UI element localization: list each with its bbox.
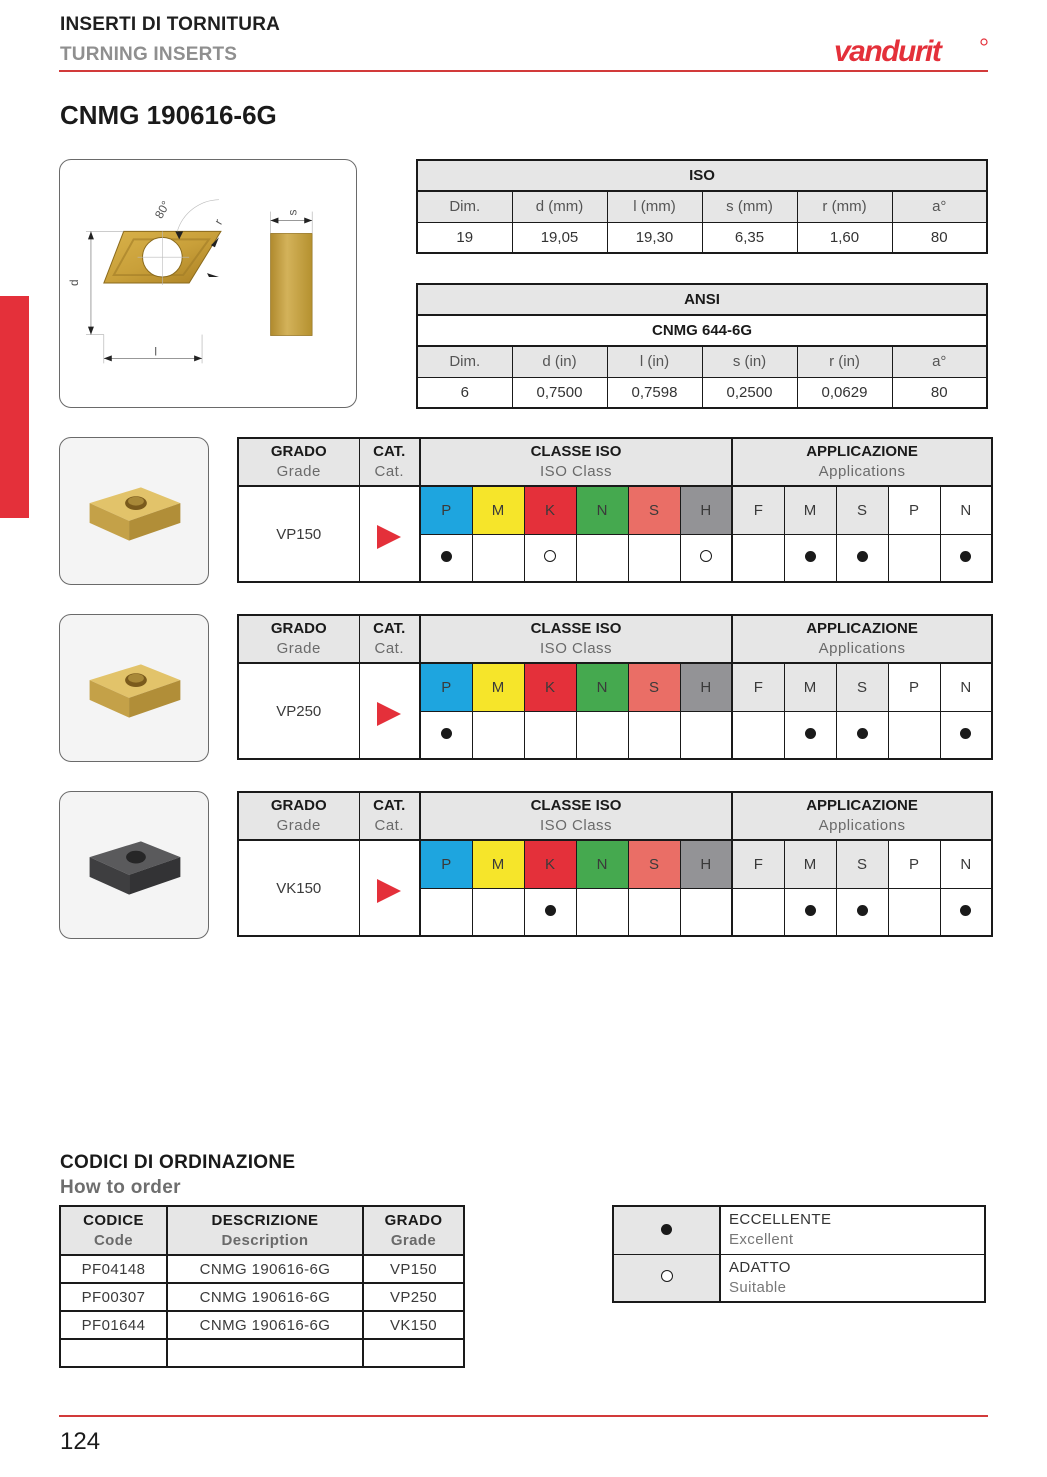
application-rating-f — [732, 711, 784, 759]
ordering-table — [59, 1205, 465, 1368]
footer-divider — [59, 1415, 988, 1417]
insert-side-view — [270, 233, 312, 335]
iso-class-h: H — [680, 663, 732, 711]
iso-rating-p — [420, 888, 472, 936]
order-grade — [363, 1339, 464, 1367]
application-n: N — [940, 486, 992, 534]
filled-dot-icon — [661, 1224, 672, 1235]
filled-dot-icon — [960, 905, 971, 916]
iso-rating-n — [576, 888, 628, 936]
iso-class-k: K — [524, 840, 576, 888]
application-p: P — [888, 840, 940, 888]
iso-class-k: K — [524, 486, 576, 534]
grade-table-vk150 — [237, 791, 993, 937]
iso-rating-n — [576, 534, 628, 582]
application-rating-p — [888, 534, 940, 582]
grade-name: VP150 — [238, 486, 359, 582]
grade-name: VP250 — [238, 663, 359, 759]
iso-rating-h — [680, 888, 732, 936]
iso-class-n: N — [576, 663, 628, 711]
filled-dot-icon — [857, 551, 868, 562]
application-rating-m — [784, 888, 836, 936]
ordering-title: CODICI DI ORDINAZIONE — [60, 1152, 296, 1173]
iso-class-n: N — [576, 486, 628, 534]
iso-rating-s — [628, 711, 680, 759]
iso-col-header: Dim. — [417, 191, 512, 222]
dimension-label-d: d — [67, 279, 82, 286]
ordering-col-header: DESCRIZIONE Description — [167, 1206, 363, 1255]
iso-col-header: a° — [892, 191, 987, 222]
iso-rating-m — [472, 534, 524, 582]
iso-value: 1,60 — [797, 222, 892, 253]
applications-header: APPLICAZIONE Applications — [732, 792, 992, 840]
iso-col-header: r (mm) — [797, 191, 892, 222]
application-rating-f — [732, 888, 784, 936]
iso-rating-m — [472, 711, 524, 759]
legend-symbol — [613, 1206, 720, 1254]
iso-rating-n — [576, 711, 628, 759]
ansi-value: 0,7500 — [512, 377, 607, 408]
section-side-tab — [0, 296, 29, 518]
ansi-dimensions-table — [416, 283, 988, 409]
legend-row-excellent — [613, 1206, 985, 1254]
category-cell — [359, 486, 420, 582]
ansi-col-header: s (in) — [702, 346, 797, 377]
filled-dot-icon — [805, 551, 816, 562]
iso-col-header: d (mm) — [512, 191, 607, 222]
iso-class-header: CLASSE ISO ISO Class — [420, 792, 732, 840]
application-rating-m — [784, 711, 836, 759]
filled-dot-icon — [960, 551, 971, 562]
legend-text: ADATTO Suitable — [720, 1254, 985, 1302]
insert-image-vp250 — [59, 614, 209, 762]
iso-rating-k — [524, 711, 576, 759]
insert-technical-drawing — [60, 160, 356, 407]
ansi-col-header: l (in) — [607, 346, 702, 377]
application-p: P — [888, 663, 940, 711]
ordering-col-header: GRADO Grade — [363, 1206, 464, 1255]
filled-dot-icon — [805, 728, 816, 739]
iso-class-s: S — [628, 486, 680, 534]
iso-class-m: M — [472, 663, 524, 711]
application-rating-s — [836, 888, 888, 936]
iso-class-h: H — [680, 486, 732, 534]
order-description — [167, 1339, 363, 1367]
section-title: INSERTI DI TORNITURA — [60, 14, 281, 35]
order-grade: VP250 — [363, 1283, 464, 1311]
ansi-col-header: a° — [892, 346, 987, 377]
iso-class-p: P — [420, 486, 472, 534]
dimension-label-s: s — [285, 209, 300, 216]
application-rating-f — [732, 534, 784, 582]
application-m: M — [784, 486, 836, 534]
filled-dot-icon — [545, 905, 556, 916]
angle-label: 80° — [151, 198, 173, 222]
dimension-label-l: l — [154, 344, 158, 359]
iso-class-s: S — [628, 663, 680, 711]
technical-drawing-panel — [59, 159, 357, 408]
header-divider — [59, 70, 988, 72]
application-rating-n — [940, 534, 992, 582]
category-cell — [359, 663, 420, 759]
order-grade: VK150 — [363, 1311, 464, 1339]
application-m: M — [784, 663, 836, 711]
grade-table-vp250 — [237, 614, 993, 760]
order-description: CNMG 190616-6G — [167, 1255, 363, 1283]
ansi-col-header: r (in) — [797, 346, 892, 377]
ordering-row — [60, 1311, 464, 1339]
order-grade: VP150 — [363, 1255, 464, 1283]
iso-class-m: M — [472, 840, 524, 888]
iso-rating-s — [628, 534, 680, 582]
application-rating-s — [836, 534, 888, 582]
iso-value: 19,05 — [512, 222, 607, 253]
iso-rating-p — [420, 711, 472, 759]
ordering-row — [60, 1283, 464, 1311]
application-s: S — [836, 486, 888, 534]
open-circle-icon — [700, 550, 712, 562]
filled-dot-icon — [441, 551, 452, 562]
ordering-row-empty — [60, 1339, 464, 1367]
filled-dot-icon — [441, 728, 452, 739]
grade-name: VK150 — [238, 840, 359, 936]
filled-dot-icon — [805, 905, 816, 916]
iso-value: 6,35 — [702, 222, 797, 253]
application-rating-p — [888, 888, 940, 936]
iso-rating-h — [680, 711, 732, 759]
iso-table-title: ISO — [417, 160, 987, 191]
application-rating-n — [940, 888, 992, 936]
grade-table-vp150 — [237, 437, 993, 583]
application-rating-s — [836, 711, 888, 759]
category-arrow-icon — [377, 879, 401, 903]
application-p: P — [888, 486, 940, 534]
ordering-subtitle: How to order — [60, 1177, 181, 1198]
iso-rating-k — [524, 534, 576, 582]
brand-logo — [832, 34, 990, 68]
category-cell — [359, 840, 420, 936]
registered-mark-icon — [981, 39, 987, 45]
insert-image-vp150 — [59, 437, 209, 585]
order-description: CNMG 190616-6G — [167, 1311, 363, 1339]
filled-dot-icon — [960, 728, 971, 739]
iso-class-k: K — [524, 663, 576, 711]
category-arrow-icon — [377, 702, 401, 726]
legend-row-suitable — [613, 1254, 985, 1302]
iso-dimensions-table — [416, 159, 988, 254]
order-code — [60, 1339, 167, 1367]
iso-class-m: M — [472, 486, 524, 534]
dimension-label-r: r — [211, 216, 226, 227]
iso-class-p: P — [420, 663, 472, 711]
order-code: PF01644 — [60, 1311, 167, 1339]
section-subtitle: TURNING INSERTS — [60, 44, 238, 65]
iso-rating-k — [524, 888, 576, 936]
category-arrow-icon — [377, 525, 401, 549]
application-rating-p — [888, 711, 940, 759]
order-code: PF04148 — [60, 1255, 167, 1283]
open-circle-icon — [544, 550, 556, 562]
grade-header: GRADO Grade — [238, 438, 359, 486]
ansi-col-header: d (in) — [512, 346, 607, 377]
application-f: F — [732, 663, 784, 711]
application-f: F — [732, 840, 784, 888]
filled-dot-icon — [857, 728, 868, 739]
dark-insert-icon — [90, 841, 181, 894]
iso-value: 19,30 — [607, 222, 702, 253]
iso-class-header: CLASSE ISO ISO Class — [420, 438, 732, 486]
ansi-value: 0,2500 — [702, 377, 797, 408]
ansi-value: 6 — [417, 377, 512, 408]
legend-text: ECCELLENTE Excellent — [720, 1206, 985, 1254]
filled-dot-icon — [857, 905, 868, 916]
applications-header: APPLICAZIONE Applications — [732, 615, 992, 663]
iso-col-header: s (mm) — [702, 191, 797, 222]
ordering-col-header: CODICE Code — [60, 1206, 167, 1255]
iso-class-p: P — [420, 840, 472, 888]
ordering-row — [60, 1255, 464, 1283]
ansi-table-title: ANSI — [417, 284, 987, 315]
cat-header: CAT. Cat. — [359, 615, 420, 663]
grade-header: GRADO Grade — [238, 615, 359, 663]
iso-rating-h — [680, 534, 732, 582]
iso-class-header: CLASSE ISO ISO Class — [420, 615, 732, 663]
ansi-value: 0,0629 — [797, 377, 892, 408]
ansi-code: CNMG 644-6G — [417, 315, 987, 346]
legend-symbol — [613, 1254, 720, 1302]
page-number: 124 — [60, 1428, 101, 1455]
application-n: N — [940, 840, 992, 888]
grade-header: GRADO Grade — [238, 792, 359, 840]
open-circle-icon — [661, 1270, 673, 1282]
gold-insert-icon — [90, 487, 181, 540]
iso-rating-p — [420, 534, 472, 582]
iso-class-h: H — [680, 840, 732, 888]
application-s: S — [836, 663, 888, 711]
iso-value: 19 — [417, 222, 512, 253]
application-rating-n — [940, 711, 992, 759]
ansi-value: 0,7598 — [607, 377, 702, 408]
application-s: S — [836, 840, 888, 888]
iso-col-header: l (mm) — [607, 191, 702, 222]
iso-rating-m — [472, 888, 524, 936]
product-title: CNMG 190616-6G — [60, 100, 277, 130]
cat-header: CAT. Cat. — [359, 792, 420, 840]
application-f: F — [732, 486, 784, 534]
ansi-col-header: Dim. — [417, 346, 512, 377]
brand-logo-text: vandurit — [834, 35, 941, 68]
application-n: N — [940, 663, 992, 711]
iso-value: 80 — [892, 222, 987, 253]
cat-header: CAT. Cat. — [359, 438, 420, 486]
application-m: M — [784, 840, 836, 888]
application-rating-m — [784, 534, 836, 582]
insert-image-vk150 — [59, 791, 209, 939]
iso-class-n: N — [576, 840, 628, 888]
order-code: PF00307 — [60, 1283, 167, 1311]
iso-class-s: S — [628, 840, 680, 888]
applications-header: APPLICAZIONE Applications — [732, 438, 992, 486]
ansi-value: 80 — [892, 377, 987, 408]
gold-insert-icon — [90, 664, 181, 717]
iso-rating-s — [628, 888, 680, 936]
order-description: CNMG 190616-6G — [167, 1283, 363, 1311]
legend-table — [612, 1205, 986, 1303]
